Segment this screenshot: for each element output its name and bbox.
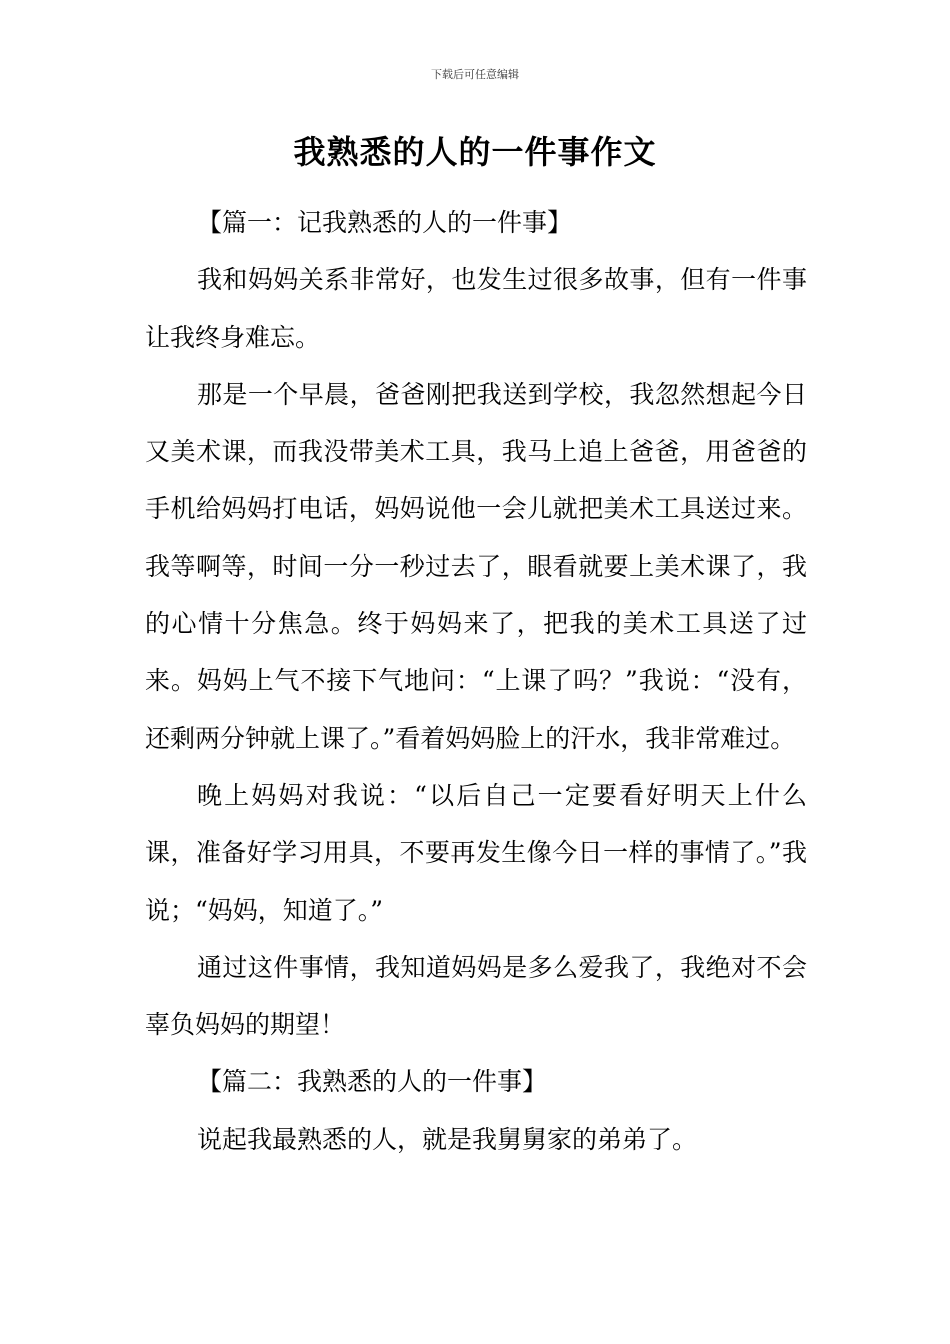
document-title: 我熟悉的人的一件事作文: [293, 133, 657, 171]
paragraph-2: 那是一个早晨，爸爸刚把我送到学校，我忽然想起今日又美术课，而我没带美术工具，我马上追上爸爸，用爸爸的手机给妈妈打电话，妈妈说他一会儿就把美术工具送过来。我等啊等，时间一分一秒过去了，眼看就要上美术课了，我的心情十分焦急。终于妈妈来了，把我的美术工具送了过来。妈妈上气不接下气地问：“上课了吗？”我说：“没有，还剩两分钟就上课了。”看着妈妈脸上的汗水，我非常难过。: [145, 379, 807, 753]
paragraph-5: 说起我最熟悉的人，就是我舅舅家的弟弟了。: [197, 1124, 698, 1154]
paragraph-3: 晚上妈妈对我说：“以后自己一定要看好明天上什么课，准备好学习用具，不要再发生像今日一样的事情了。”我说；“妈妈，知道了。”: [145, 780, 807, 925]
document-body: [145, 194, 807, 1168]
header-note: 下载后可任意编辑: [431, 68, 519, 81]
section-heading-2: 【篇二：我熟悉的人的一件事】: [197, 1067, 548, 1097]
paragraph-4: 通过这件事情，我知道妈妈是多么爱我了，我绝对不会辜负妈妈的期望！: [145, 952, 807, 1040]
section-heading-1: 【篇一：记我熟悉的人的一件事】: [197, 208, 573, 237]
paragraph-1: 我和妈妈关系非常好，也发生过很多故事，但有一件事让我终身难忘。: [145, 265, 807, 352]
